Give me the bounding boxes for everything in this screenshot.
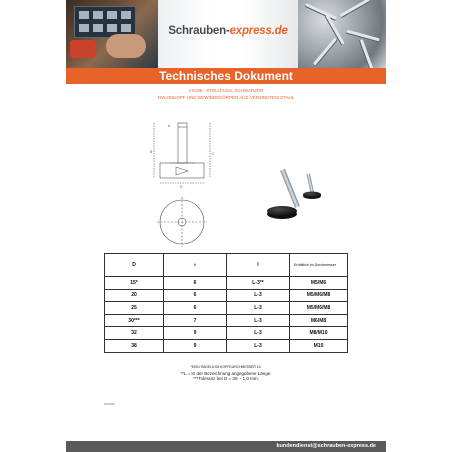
dim-label-b: B (150, 150, 153, 154)
dim-label-d: D (180, 185, 183, 189)
footnote-length: **L = In der Bezeichnung angegebene Länge. (180, 370, 272, 376)
drill-image (70, 40, 96, 58)
document-date: 10/2023 (104, 402, 115, 406)
table-header-row (105, 254, 348, 277)
cell-d: 30*** (105, 314, 164, 327)
footnote-tolerance: ***Toleranz bei D = 30: - 1,0 mm. (193, 376, 259, 382)
footnotes (66, 365, 386, 382)
table-row (105, 314, 348, 327)
dim-label-c: C (212, 152, 215, 156)
product-subtitle-2: NYLONKOPF UND GEWINDEKÖRPER AUS VERZINKTEM STAHL (157, 95, 295, 100)
brand-logo[interactable] (158, 25, 298, 37)
logo-area (158, 0, 298, 68)
cell-available: M5/M6 (290, 277, 348, 290)
cell-l: L-3 (227, 302, 290, 315)
cell-d: 25 (105, 302, 164, 315)
header-banner (66, 0, 386, 68)
table-row (105, 277, 348, 290)
cell-h: 6 (164, 302, 227, 315)
support-email-link[interactable]: kundendienst@schrauben-express.de (276, 443, 376, 449)
column-header-l: l (227, 254, 290, 277)
dim-label-a: A (168, 124, 171, 128)
product-subtitle-1: VS196 - STELLFUSS, SCHWARZER (188, 88, 264, 93)
cell-l: L-3 (227, 339, 290, 352)
hand-image (106, 34, 146, 58)
workshop-photo (66, 0, 158, 68)
cell-h: 7 (164, 314, 227, 327)
cell-h: 6 (164, 277, 227, 290)
cell-available: M5/M6/M8 (290, 302, 348, 315)
cell-h: 9 (164, 339, 227, 352)
cell-d: 38 (105, 339, 164, 352)
table-row (105, 327, 348, 340)
column-header-d: D (105, 254, 164, 277)
cell-l: L-3 (227, 327, 290, 340)
document-title: Technisches Dokument (66, 68, 386, 84)
cell-l: L-3 (227, 289, 290, 302)
cell-available: M8/M10 (290, 327, 348, 340)
screws-photo (298, 0, 386, 68)
footer-bar (66, 441, 386, 452)
cell-available: M10 (290, 339, 348, 352)
column-header-available: Erhältlich im Durchmesser (290, 254, 348, 277)
technical-drawing (140, 115, 250, 250)
cell-available: M5/M6/M8 (290, 289, 348, 302)
footnote-knurling: *KEIN RÄDELN IM KOPFDURCHMESSER 15. (190, 365, 262, 369)
cell-d: 20 (105, 289, 164, 302)
dimensions-table (104, 253, 348, 353)
cell-l: L-3 (227, 314, 290, 327)
cell-available: M6/M8 (290, 314, 348, 327)
table-row (105, 339, 348, 352)
cell-d: 15* (105, 277, 164, 290)
table-row (105, 302, 348, 315)
column-header-h: H (164, 254, 227, 277)
logo-text-domain: express.de (229, 25, 288, 37)
logo-text-main: Schrauben- (168, 25, 230, 37)
cell-d: 32 (105, 327, 164, 340)
table-row (105, 289, 348, 302)
product-photo (258, 166, 328, 228)
cell-h: 6 (164, 289, 227, 302)
cell-l: L-3** (227, 277, 290, 290)
cell-h: 9 (164, 327, 227, 340)
